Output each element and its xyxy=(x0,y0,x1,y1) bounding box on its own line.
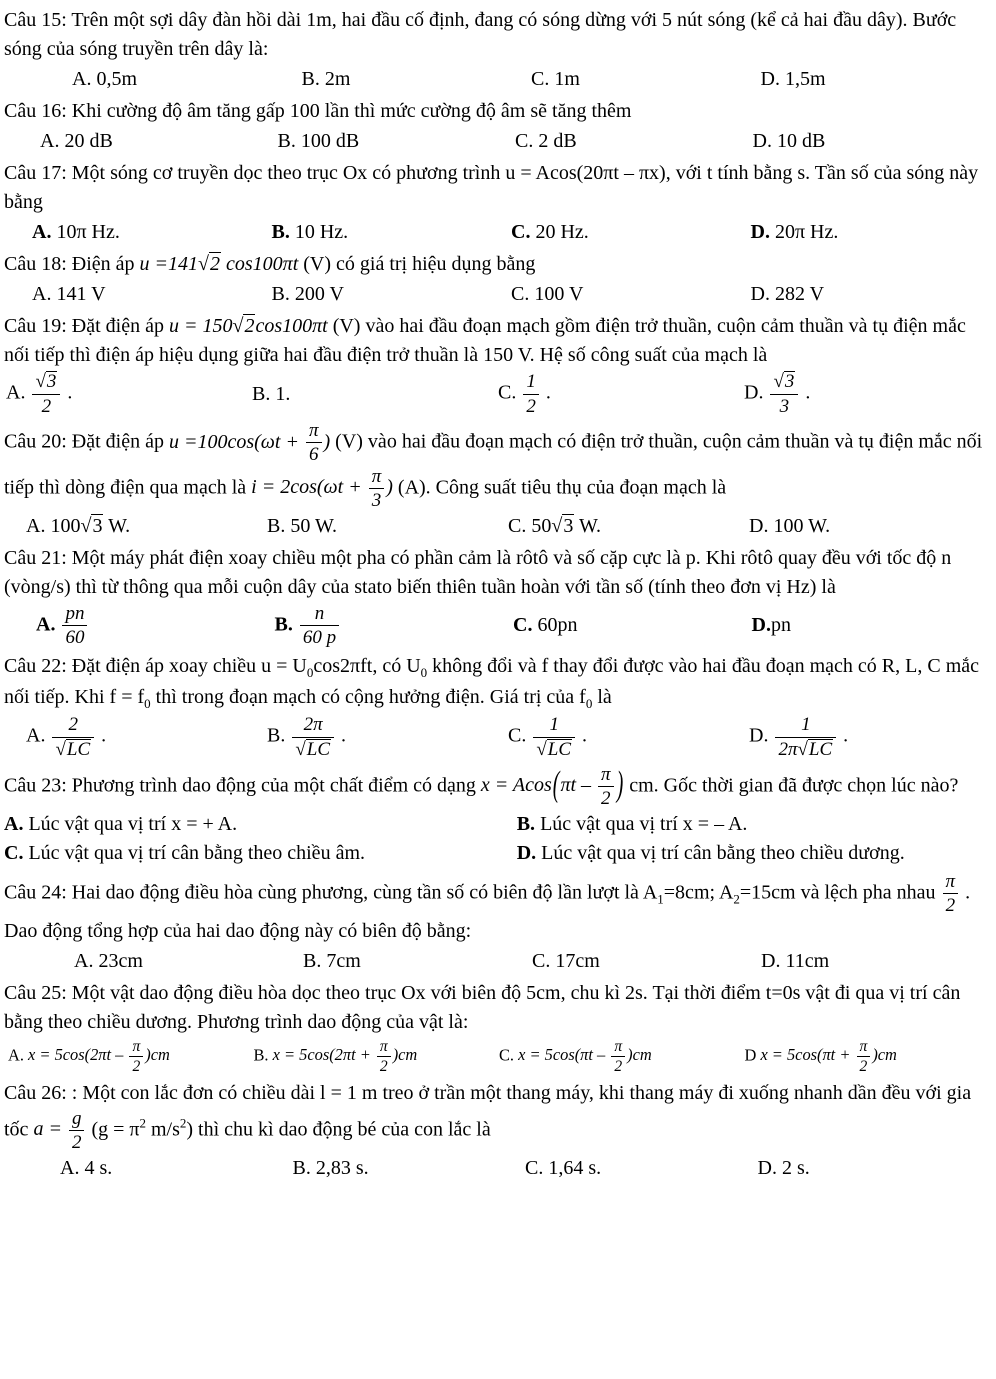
option-label: B. xyxy=(271,283,295,305)
math-expression xyxy=(521,371,541,417)
answer-option: B. 7cm xyxy=(303,949,361,972)
superscript: 2 xyxy=(179,1115,187,1131)
question xyxy=(4,979,990,1076)
fraction: $\frac{\pi}{2}$ xyxy=(611,1038,625,1076)
option-label: A. xyxy=(74,949,99,972)
question xyxy=(4,1079,990,1184)
option-label: B. xyxy=(516,813,541,836)
option-label: A. xyxy=(40,130,65,152)
math-expression: u = 150√2cos100πt xyxy=(168,315,328,337)
fraction: $\frac{\pi}{2}$ xyxy=(129,1038,143,1076)
question xyxy=(4,544,990,649)
options-row xyxy=(4,218,990,247)
subscript: 0 xyxy=(420,664,428,680)
answer-option xyxy=(745,1038,991,1076)
fraction: $\frac{2\pi}{√LC}$ xyxy=(292,714,334,760)
question-stem: Câu 23: Phương trình dao động của một chất điểm có dạng x = Acos(πt – $\frac{\pi}{2}$ ) cm. Gốc thời gian đã được chọn lúc nào? xyxy=(4,764,990,810)
math-expression xyxy=(941,871,961,917)
math-expression xyxy=(30,371,62,417)
math-expression: u =100cos(ωt + $\frac{\pi}{6}$ ) xyxy=(168,420,331,466)
question-list xyxy=(4,6,990,1183)
answer-option: D. 100 W. xyxy=(749,515,831,538)
option-label: D. xyxy=(757,1157,782,1180)
answer-option: D. 282 V xyxy=(750,283,825,305)
option-label: C. xyxy=(498,381,522,404)
option-label: C. xyxy=(525,1157,549,1180)
options-row xyxy=(4,371,990,417)
option-label: A. xyxy=(26,515,51,538)
square-root: √3 xyxy=(35,371,57,392)
answer-option: A. 23cm xyxy=(74,949,143,972)
question xyxy=(4,6,990,94)
square-root: √3 xyxy=(80,515,103,538)
subscript: 0 xyxy=(306,664,314,680)
option-label: A. xyxy=(6,381,31,404)
question-stem: Câu 26: : Một con lắc đơn có chiều dài l = 1 m treo ở trần một thang máy, khi thang máy đi xuống nhanh dần đều với gia tốc a = $\frac{g}{2}$ ($g = \pi^2$ $m/s^2$) thì chu kì dao động bé của con lắc là xyxy=(4,1081,972,1153)
square-root: √3 xyxy=(773,371,795,392)
fraction: $\frac{1}{√LC}$ xyxy=(533,714,575,760)
answer-option: B. Lúc vật qua vị trí x = – A. xyxy=(516,813,748,836)
option-label: A. xyxy=(8,1045,29,1065)
answer-option: C. 50√3 W. xyxy=(508,515,602,538)
fraction: $\frac{\pi}{2}$ xyxy=(377,1038,391,1076)
answer-option: C. 60pn xyxy=(513,614,578,637)
math-expression: x = Acos(πt – $\frac{\pi}{2}$ ) xyxy=(481,774,624,796)
answer-option: A. 141 V xyxy=(32,283,106,305)
question-stem: Câu 17: Một sóng cơ truyền dọc theo trục Ox có phương trình u = Acos(20πt – πx), với t tính bằng s. Tần số của sóng này bằng xyxy=(4,162,979,213)
fraction: $\frac{\pi}{6}$ xyxy=(306,420,322,466)
answer-option: A. 100√3 W. xyxy=(26,515,131,538)
fraction: $\frac{g}{2}$ xyxy=(69,1108,85,1154)
options-row xyxy=(4,280,990,309)
question xyxy=(4,764,990,869)
subscript: 2 xyxy=(733,891,740,907)
fraction: $\frac{\pi}{2}$ xyxy=(857,1038,871,1076)
options-row xyxy=(4,1154,990,1183)
option-label: D. xyxy=(761,949,786,972)
option-label: C. xyxy=(513,614,538,637)
option-label: B. xyxy=(303,949,327,972)
question xyxy=(4,97,990,156)
question-stem: Câu 15: Trên một sợi dây đàn hồi dài 1m, hai đầu cố định, đang có sóng dừng với 5 nút sóng (kể cả hai đầu dây). Bước sóng của sóng truyền trên dây là: xyxy=(4,9,957,60)
fraction: $\frac{√3}{2}$ xyxy=(32,371,60,417)
big-paren: ( xyxy=(552,764,560,805)
fraction: $\frac{√3}{3}$ xyxy=(770,371,798,417)
answer-option: A. 4 s. xyxy=(60,1157,113,1180)
answer-option: C. $\frac{1}{2}$ . xyxy=(498,371,551,417)
subscript: 1 xyxy=(657,891,664,907)
answer-option xyxy=(36,603,275,649)
option-label: B. xyxy=(301,68,325,90)
options-row xyxy=(4,714,990,760)
square-root: √LC xyxy=(55,738,91,760)
option-label: D xyxy=(744,1045,761,1065)
math-expression: x = 5cos(πt + $\frac{\pi}{2}$ )cm xyxy=(760,1037,897,1076)
answer-option xyxy=(499,1038,745,1076)
option-label: D. xyxy=(516,842,542,865)
option-label: D. xyxy=(752,130,777,152)
answer-option: C. 20 Hz. xyxy=(511,221,589,243)
square-root: √2 xyxy=(232,315,255,337)
option-label: A. xyxy=(26,725,51,748)
answer-option: C. Lúc vật qua vị trí cân bằng theo chiều âm. xyxy=(4,842,365,865)
answer-option xyxy=(8,1038,254,1076)
answer-option: A. 10π Hz. xyxy=(32,221,120,243)
answer-option: D. 11cm xyxy=(761,949,830,972)
answer-option: B. 100 dB xyxy=(277,130,360,152)
answer-option: C. $\frac{1}{√LC}$ . xyxy=(508,714,588,760)
answer-option: C. 2 dB xyxy=(515,130,577,152)
option-label: C. xyxy=(511,221,536,243)
question-stem: Câu 21: Một máy phát điện xoay chiều một pha có phần cảm là rôtô và số cặp cực là p. Khi rôtô quay đều với tốc độ n (vòng/s) thì từ thông qua mỗi cuộn dây của stato biến thiên tuần hoàn với tần số (tính theo đơn vị Hz) là xyxy=(4,547,952,599)
answer-option: B. 2m xyxy=(301,68,351,90)
fraction: $\frac{\pi}{3}$ xyxy=(369,466,385,512)
answer-option: D.pn xyxy=(751,614,791,637)
answer-option: D. 20π Hz. xyxy=(750,221,839,243)
subscript: 0 xyxy=(585,695,593,711)
question-stem: Câu 24: Hai dao động điều hòa cùng phương, cùng tần số có biên độ lần lượt là $A_1=8cm$; $A_2=15cm$ và lệch pha nhau $\frac{\pi}{2}$ . Dao động tổng hợp của hai dao động này có biên độ bằng: xyxy=(4,871,971,942)
answer-option: A. $\frac{√3}{2}$ . xyxy=(6,371,73,417)
option-label: C. xyxy=(532,949,556,972)
question xyxy=(4,159,990,247)
options-row xyxy=(4,127,990,156)
option-label: C. xyxy=(4,842,29,865)
option-label: D. xyxy=(749,725,774,748)
math-expression xyxy=(60,603,89,649)
option-label: C. xyxy=(508,725,532,748)
answer-option: C. 1m xyxy=(531,68,580,90)
option-label: D. xyxy=(749,515,774,538)
answer-option: D. 2 s. xyxy=(757,1157,810,1180)
answer-option: A. Lúc vật qua vị trí x = + A. xyxy=(4,813,238,836)
option-label: B. xyxy=(274,613,298,636)
answer-option xyxy=(275,603,514,649)
question-stem: Câu 16: Khi cường độ âm tăng gấp 100 lần thì mức cường độ âm sẽ tăng thêm xyxy=(4,100,632,122)
option-label: B. xyxy=(253,1045,273,1065)
fraction: $\frac{1}{2}$ xyxy=(523,371,539,417)
square-root: √2 xyxy=(198,253,221,275)
fraction: $\frac{\pi}{2}$ xyxy=(943,871,959,917)
option-label: A. xyxy=(36,613,61,636)
option-label: B. xyxy=(277,130,301,152)
square-root: √3 xyxy=(551,515,574,538)
math-expression: x = 5cos(2πt + $\frac{\pi}{2}$ )cm xyxy=(272,1037,418,1076)
option-label: A. xyxy=(60,1157,85,1180)
fraction: $\frac{2}{√LC}$ xyxy=(52,714,94,760)
answer-option: D. $\frac{1}{2\pi√LC}$ . xyxy=(749,714,849,760)
question-stem: Câu 22: Đặt điện áp xoay chiều $u = U_0\cos 2\pi ft$, có $U_0$ không đổi và f thay đổi được vào hai đầu đoạn mạch có R, L, C mắc nối tiếp. Khi $f = f_0$ thì trong đoạn mạch có cộng hưởng điện. Giá trị của $f_0$ là xyxy=(4,654,980,711)
option-label: B. xyxy=(292,1157,316,1180)
subscript: 0 xyxy=(144,695,151,711)
fraction: $\frac{n}{60 p}$ xyxy=(300,603,339,649)
options-row xyxy=(4,512,990,541)
option-label: B. xyxy=(271,221,295,243)
options-row xyxy=(4,1038,990,1076)
answer-option: D. 10 dB xyxy=(752,130,826,152)
answer-option: D. 1,5m xyxy=(760,68,826,90)
math-expression: x = 5cos(2πt – $\frac{\pi}{2}$ )cm xyxy=(28,1037,170,1076)
answer-option: A. 20 dB xyxy=(40,130,113,152)
square-root: √LC xyxy=(797,738,833,760)
answer-option: C. 100 V xyxy=(511,283,584,305)
big-paren: ) xyxy=(616,764,624,805)
superscript: 2 xyxy=(139,1115,146,1131)
math-expression: x = 5cos(πt – $\frac{\pi}{2}$ )cm xyxy=(518,1037,652,1076)
fraction: $\frac{pn}{60}$ xyxy=(62,603,87,649)
option-label: D. xyxy=(751,614,771,637)
option-label: D. xyxy=(760,68,785,90)
option-label: A. xyxy=(32,221,57,243)
options-row xyxy=(4,603,990,649)
option-label: A. xyxy=(32,283,57,305)
question xyxy=(4,420,990,541)
square-root: √LC xyxy=(536,738,572,760)
answer-option xyxy=(254,1038,500,1076)
math-expression: u =141√2 cos100πt xyxy=(139,253,299,275)
answer-option: A. $\frac{2}{√LC}$ . xyxy=(26,714,107,760)
options-row xyxy=(4,65,990,94)
option-label: C. xyxy=(515,130,539,152)
question xyxy=(4,250,990,309)
option-label: D. xyxy=(750,221,775,243)
question-stem: Câu 18: Điện áp u =141√2 cos100πt (V) có giá trị hiệu dụng bằng xyxy=(4,253,536,275)
answer-option: B. 2,83 s. xyxy=(292,1157,369,1180)
answer-option: D. $\frac{√3}{3}$ . xyxy=(744,371,811,417)
answer-option: B. 10 Hz. xyxy=(271,221,349,243)
math-expression xyxy=(298,603,341,649)
fraction: $\frac{1}{2\pi√LC}$ xyxy=(775,714,836,760)
question-stem: Câu 19: Đặt điện áp u = 150√2cos100πt (V) vào hai đầu đoạn mạch gồm điện trở thuần, cuộn cảm thuần và tụ điện mắc nối tiếp thì điện áp hiệu dụng giữa hai đầu điện trở thuần là 150 V. Hệ số công suất của mạch là xyxy=(4,315,966,366)
option-label: B. xyxy=(267,515,291,538)
answer-option: B. 1. xyxy=(252,382,291,405)
option-label: B. xyxy=(252,382,276,405)
math-expression xyxy=(768,371,800,417)
option-label: D. xyxy=(750,283,775,305)
answer-option: B. $\frac{2\pi}{√LC}$ . xyxy=(267,714,347,760)
option-label: A. xyxy=(72,68,97,90)
options-row xyxy=(4,810,990,868)
answer-option: C. 17cm xyxy=(532,949,600,972)
answer-option: B. 50 W. xyxy=(267,515,338,538)
question xyxy=(4,871,990,976)
square-root: √LC xyxy=(295,738,331,760)
options-row xyxy=(4,947,990,976)
question-stem: Câu 25: Một vật dao động điều hòa dọc theo trục Ox với biên độ 5cm, chu kì 2s. Tại thời điểm t=0s vật đi qua vị trí cân bằng theo chiều dương. Phương trình dao động của vật là: xyxy=(4,981,961,1033)
option-label: B. xyxy=(267,725,291,748)
option-label: C. xyxy=(508,515,532,538)
option-label: A. xyxy=(4,813,29,836)
answer-option: C. 1,64 s. xyxy=(525,1157,602,1180)
math-expression: a = $\frac{g}{2}$ xyxy=(33,1118,86,1140)
question xyxy=(4,312,990,417)
option-label: D. xyxy=(744,381,769,404)
option-label: C. xyxy=(499,1045,519,1065)
option-label: C. xyxy=(531,68,555,90)
option-label: C. xyxy=(511,283,535,305)
question xyxy=(4,652,990,761)
answer-option: D. Lúc vật qua vị trí cân bằng theo chiều dương. xyxy=(516,842,905,865)
answer-option: B. 200 V xyxy=(271,283,344,305)
question-stem: Câu 20: Đặt điện áp u =100cos(ωt + $\frac{\pi}{6}$ ) (V) vào hai đầu đoạn mạch có điện trở thuần, cuộn cảm thuần và tụ điện mắc nối tiếp thì dòng điện qua mạch là i = 2cos(ωt + $\frac{\pi}{3}$ ) (A). Công suất tiêu thụ của đoạn mạch là xyxy=(4,420,983,511)
answer-option: A. 0,5m xyxy=(72,68,138,90)
fraction: $\frac{\pi}{2}$ xyxy=(598,764,614,810)
math-expression: i = 2cos(ωt + $\frac{\pi}{3}$ ) xyxy=(251,465,393,511)
